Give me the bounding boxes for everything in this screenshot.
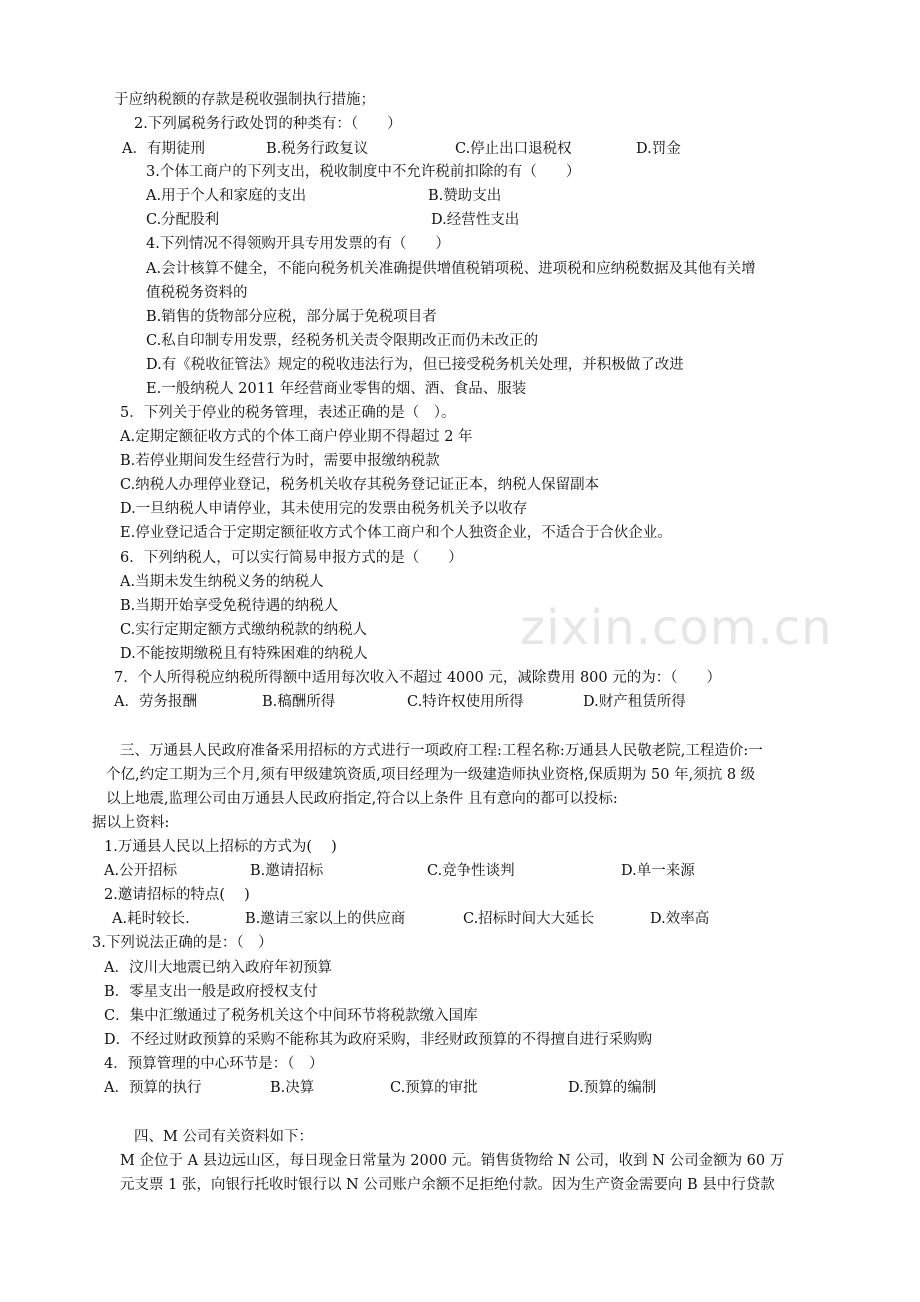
option-c: C.停止出口退税权 xyxy=(455,141,572,157)
question-4: 4．预算管理的中心环节是：（ ） xyxy=(104,1056,324,1072)
question-3: 3.个体工商户的下列支出，税收制度中不允许税前扣除的有（ ） xyxy=(146,164,581,180)
option-e: E.停业登记适合于定期定额征收方式个体工商户和个人独资企业，不适合于合伙企业。 xyxy=(120,525,672,541)
section-4-text: M 企位于 A 县边远山区，每日现金日常量为 2000 元。销售货物给 N 公司，收到 N 公司金额为 60 万 xyxy=(120,1153,785,1169)
option-d: D.财产租赁所得 xyxy=(583,694,686,710)
option-c: C.招标时间大大延长 xyxy=(463,911,595,927)
option-c: C.预算的审批 xyxy=(390,1080,478,1096)
option-b: B.邀请三家以上的供应商 xyxy=(245,911,406,927)
option-d: D.效率高 xyxy=(650,911,710,927)
question-5: 5．下列关于停业的税务管理，表述正确的是（ ）。 xyxy=(120,405,456,421)
option-c: C.私自印制专用发票，经税务机关责令限期改正而仍未改正的 xyxy=(146,333,539,349)
option-d: D.经营性支出 xyxy=(431,212,520,228)
question-4: 4.下列情况不得领购开具专用发票的有（ ） xyxy=(146,236,450,252)
option-b: B.邀请招标 xyxy=(250,863,324,879)
option-b: B.稿酬所得 xyxy=(262,694,336,710)
option-a: A.当期未发生纳税义务的纳税人 xyxy=(120,574,324,590)
option-b: B.销售的货物部分应税，部分属于免税项目者 xyxy=(146,309,437,325)
question-1: 1.万通县人民以上招标的方式为( ) xyxy=(104,839,337,855)
option-a-continued: 值税税务资料的 xyxy=(146,285,248,301)
section-3-lead: 据以上资料: xyxy=(92,815,170,831)
section-4-text: 元支票 1 张，向银行托收时银行以 N 公司账户余额不足拒绝付款。因为生产资金需要向 B 县中行贷款 xyxy=(120,1177,775,1193)
option-b: B.当期开始享受免税待遇的纳税人 xyxy=(120,598,339,614)
option-a: A．汶川大地震已纳入政府年初预算 xyxy=(104,960,332,976)
option-d: D.单一来源 xyxy=(621,863,695,879)
option-d: D.不能按期缴税且有特殊困难的纳税人 xyxy=(120,646,368,662)
option-e: E.一般纳税人 2011 年经营商业零售的烟、酒、食品、服装 xyxy=(146,381,527,397)
option-b: B.赞助支出 xyxy=(428,188,502,204)
option-d: D.预算的编制 xyxy=(568,1080,657,1096)
section-4-title: 四、M 公司有关资料如下： xyxy=(134,1129,313,1145)
option-c: C．集中汇缴通过了税务机关这个中间环节将税款缴入国库 xyxy=(104,1008,478,1024)
option-c: C.竞争性谈判 xyxy=(427,863,515,879)
option-b: B.税务行政复议 xyxy=(266,141,369,157)
option-d: D．不经过财政预算的采购不能称其为政府采购，非经财政预算的不得擅自进行采购购 xyxy=(104,1032,653,1048)
option-a: A.用于个人和家庭的支出 xyxy=(146,188,307,204)
option-d: D.有《税收征管法》规定的税收违法行为，但已接受税务机关处理，并积极做了改进 xyxy=(146,357,684,373)
option-a: A．预算的执行 xyxy=(104,1080,202,1096)
watermark: zixin.com.cn xyxy=(520,600,833,656)
section-3-intro: 三、万通县人民政府准备采用招标的方式进行一项政府工程:工程名称:万通县人民敬老院,工程造价:一 xyxy=(120,743,763,759)
section-3-intro: 个亿,约定工期为三个月,须有甲级建筑资质,项目经理为一级建造师执业资格,保质期为 50 年,须抗 8 级 xyxy=(106,767,756,783)
question-2: 2.下列属税务行政处罚的种类有：（ ） xyxy=(134,116,402,132)
section-3-intro: 以上地震,监理公司由万通县人民政府指定,符合以上条件 且有意向的都可以投标: xyxy=(106,791,618,807)
option-b: B.若停业期间发生经营行为时，需要申报缴纳税款 xyxy=(120,453,440,469)
option-c: C.特许权使用所得 xyxy=(407,694,524,710)
question-3: 3.下列说法正确的是：（ ） xyxy=(92,935,273,951)
option-d: D.罚金 xyxy=(636,141,681,157)
option-a: A.定期定额征收方式的个体工商户停业期不得超过 2 年 xyxy=(120,429,473,445)
question-6: 6．下列纳税人，可以实行简易申报方式的是（ ） xyxy=(120,550,463,566)
option-a: A.公开招标 xyxy=(104,863,178,879)
option-a: A.耗时较长. xyxy=(112,911,190,927)
option-a: A.会计核算不健全，不能向税务机关准确提供增值税销项税、进项税和应纳税数据及其他有关增 xyxy=(146,261,756,277)
option-b: B.决算 xyxy=(270,1080,315,1096)
question-7: 7．个人所得税应纳税所得额中适用每次收入不超过 4000 元，减除费用 800 元的为：（ ） xyxy=(114,670,721,686)
option-a: A．劳务报酬 xyxy=(114,694,197,710)
question-2: 2.邀请招标的特点( ) xyxy=(104,887,250,903)
option-a: A．有期徒刑 xyxy=(122,141,205,157)
option-c: C.分配股利 xyxy=(146,212,220,228)
option-c: C.纳税人办理停业登记，税务机关收存其税务登记证正本，纳税人保留副本 xyxy=(120,477,600,493)
option-d: D.一旦纳税人申请停业，其未使用完的发票由税务机关予以收存 xyxy=(120,501,528,517)
text-line: 于应纳税额的存款是税收强制执行措施； xyxy=(114,92,375,108)
option-b: B．零星支出一般是政府授权支付 xyxy=(104,984,318,1000)
option-c: C.实行定期定额方式缴纳税款的纳税人 xyxy=(120,622,368,638)
